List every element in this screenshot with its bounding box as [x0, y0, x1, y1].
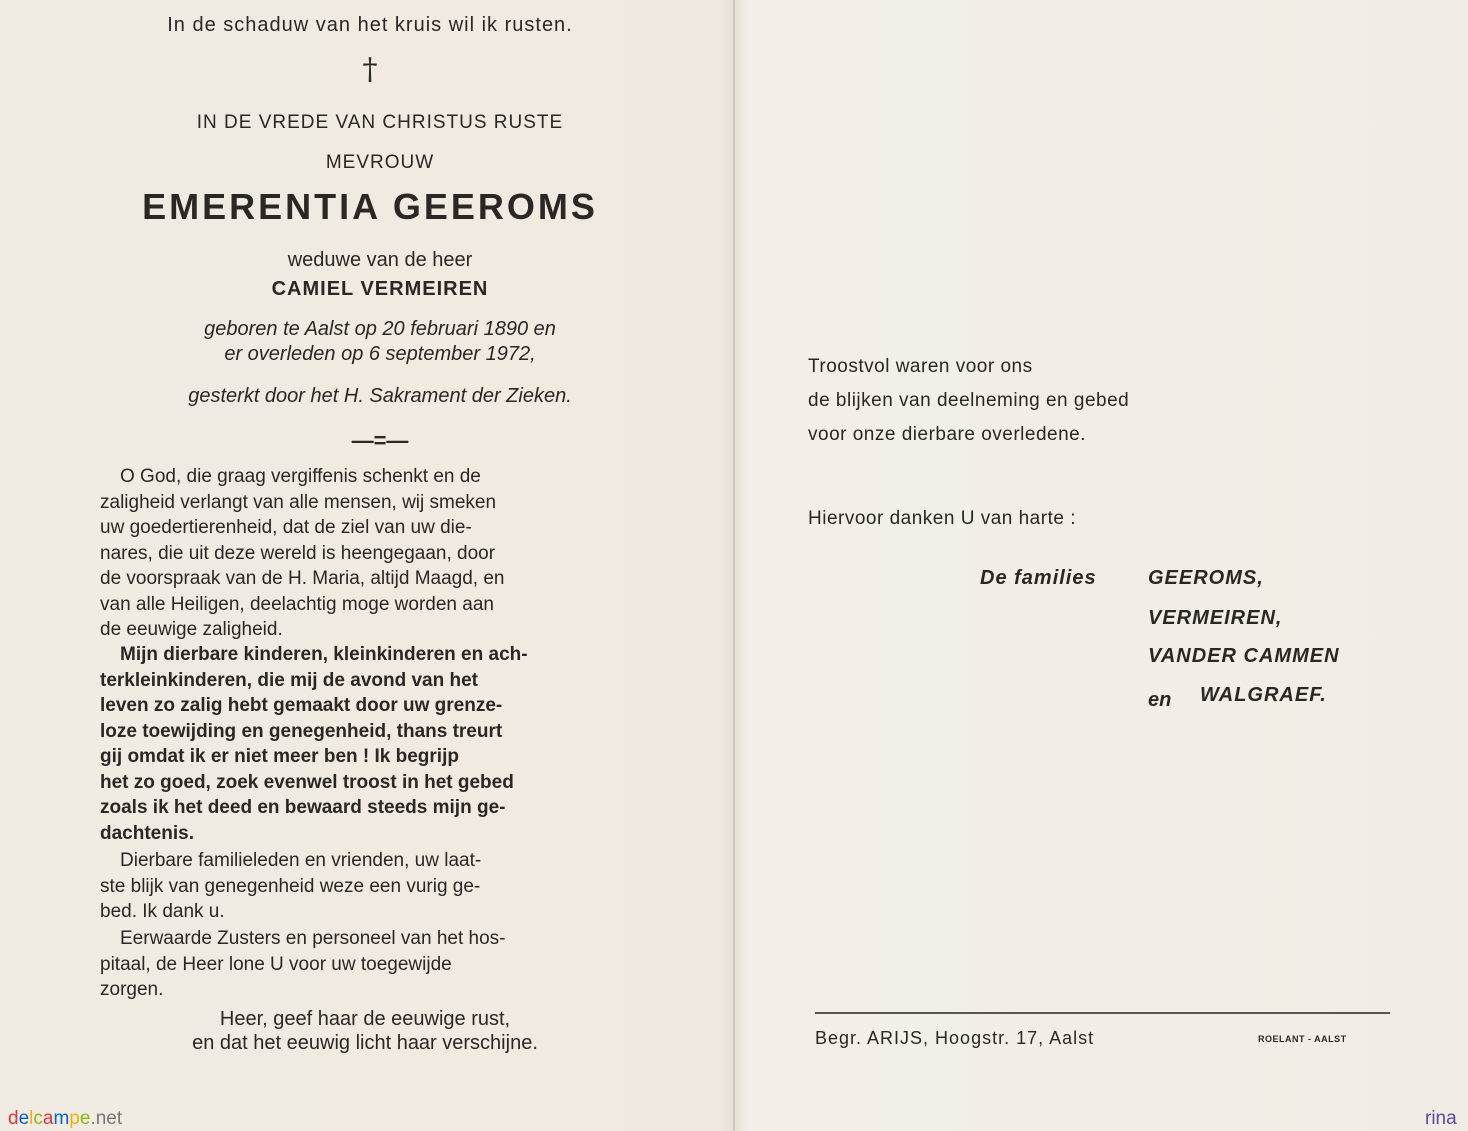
- message-text: [100, 642, 662, 846]
- prayer-text: [100, 464, 662, 643]
- families-label: De families: [980, 567, 1097, 589]
- family-name: GEEROMS,: [1148, 567, 1264, 589]
- family-message-line: bed. Ik dank u.: [100, 901, 225, 922]
- footer-rule: [815, 1012, 1390, 1014]
- motto: In de schaduw van het kruis wil ik rusten.: [167, 14, 573, 36]
- card-fold: [733, 0, 735, 1131]
- family-name: VERMEIREN,: [1148, 607, 1283, 629]
- watermark-delcampe: delcampe.net: [8, 1108, 123, 1129]
- prayer-line: nares, die uit deze wereld is heengegaan, door: [100, 542, 496, 564]
- family-message-line: Dierbare familieleden en vrienden, uw laat-: [120, 850, 482, 871]
- message-line: leven zo zalig hebt gemaakt door uw grenze-: [100, 695, 503, 716]
- message-line: Mijn dierbare kinderen, kleinkinderen en ach-: [120, 644, 528, 665]
- prayer-line: de eeuwige zaligheid.: [100, 619, 283, 640]
- closing-line: Heer, geef haar de eeuwige rust,: [219, 1008, 511, 1030]
- thanks-line: voor onze dierbare overledene.: [808, 424, 1087, 445]
- thanks-line: de blijken van deelneming en gebed: [808, 390, 1130, 411]
- family-name: VANDER CAMMEN: [1148, 645, 1340, 667]
- message-line: zoals ik het deed en bewaard steeds mijn ge-: [100, 797, 506, 818]
- cross-icon: †: [362, 52, 378, 87]
- prayer-line: de voorspraak van de H. Maria, altijd Maagd, en: [100, 568, 505, 589]
- separator: —=—: [351, 428, 409, 453]
- thanks-text: [808, 350, 1129, 452]
- deceased-name: EMERENTIA GEEROMS: [142, 186, 598, 227]
- staff-message-line: Eerwaarde Zusters en personeel van het hos-: [120, 928, 506, 949]
- spouse-name: CAMIEL VERMEIREN: [271, 278, 489, 300]
- prayer-line: uw goedertierenheid, dat de ziel van uw die-: [100, 517, 472, 538]
- message-line: dachtenis.: [100, 822, 194, 844]
- printer-small: ROELANT - AALST: [1258, 1034, 1347, 1044]
- header-line-2: MEVROUW: [325, 152, 435, 173]
- header-line-1: IN DE VREDE VAN CHRISTUS RUSTE: [196, 112, 564, 133]
- watermark-seller: rina: [1425, 1108, 1457, 1129]
- families-and: en: [1148, 689, 1172, 711]
- prayer-line: zaligheid verlangt van alle mensen, wij smeken: [100, 491, 497, 513]
- message-line: loze toewijding en genegenheid, thans treurt: [100, 720, 503, 742]
- thanks-line: Troostvol waren voor ons: [808, 356, 1033, 377]
- sacrament-line: gesterkt door het H. Sakrament der Zieken.: [188, 385, 572, 407]
- family-name: WALGRAEF.: [1200, 684, 1327, 706]
- closing-prayer: [100, 1007, 630, 1055]
- staff-message-line: zorgen.: [100, 979, 164, 1000]
- widow-of-label: weduwe van de heer: [287, 249, 473, 271]
- staff-message-text: [100, 926, 662, 1003]
- prayer-line: O God, die graag vergiffenis schenkt en de: [120, 466, 481, 487]
- staff-message-line: pitaal, de Heer lone U voor uw toegewijde: [100, 953, 452, 975]
- closing-line: en dat het eeuwig licht haar verschijne.: [192, 1032, 538, 1054]
- thanks-from-line: Hiervoor danken U van harte :: [808, 508, 1076, 529]
- prayer-line: van alle Heiligen, deelachtig moge worden aan: [100, 593, 494, 615]
- family-message-line: ste blijk van genegenheid weze een vurig ge-: [100, 875, 481, 897]
- message-line: het zo goed, zoek evenwel troost in het gebed: [100, 771, 514, 793]
- printer-line: Begr. ARIJS, Hoogstr. 17, Aalst: [815, 1028, 1095, 1048]
- message-line: gij omdat ik er niet meer ben ! Ik begrijp: [100, 746, 459, 767]
- message-line: terkleinkinderen, die mij de avond van het: [100, 669, 478, 691]
- family-message-text: [100, 848, 662, 925]
- birth-line: geboren te Aalst op 20 februari 1890 en: [204, 318, 556, 340]
- death-line: er overleden op 6 september 1972,: [224, 343, 536, 365]
